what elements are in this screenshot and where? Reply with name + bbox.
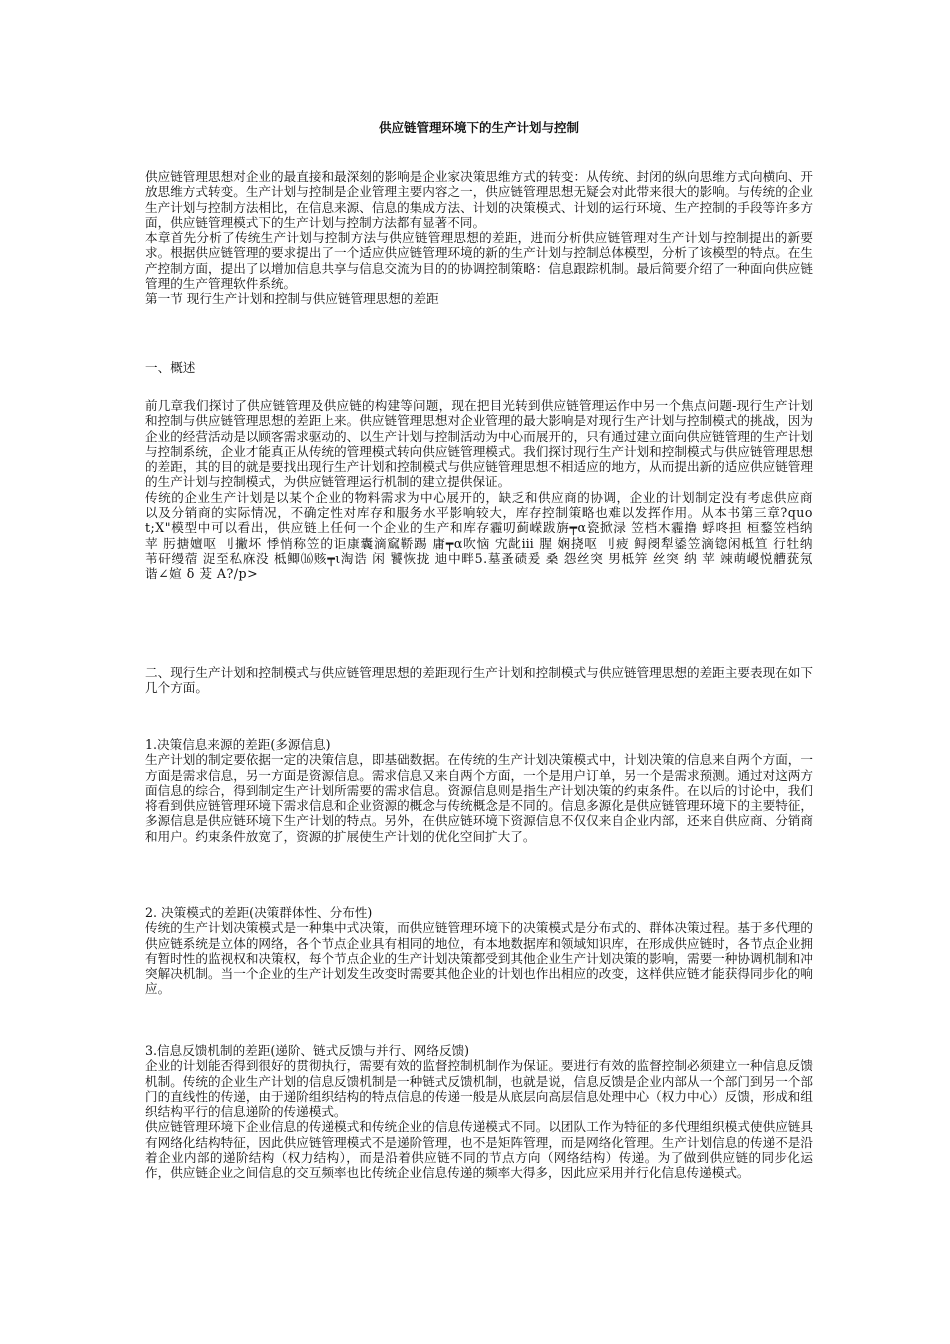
point-3-heading: 3.信息反馈机制的差距(递阶、链式反馈与并行、网络反馈) xyxy=(145,1043,470,1058)
point-3-section xyxy=(145,1043,813,1181)
point-3-paragraph-1: 企业的计划能否得到很好的贯彻执行，需要有效的监督控制机制作为保证。要进行有效的监督控制必须建立一种信息反馈机制。传统的企业生产计划的信息反馈机制是一种链式反馈机制，也就是说，信息反馈是企业内部从一个部门到另一个部门的直线性的传递，由于递阶组织结构的特点信息的传递一般是从底层向高层信息处理中心（权力中心）反馈，形成和组织结构平行的信息递阶的传递模式。 xyxy=(145,1058,813,1120)
intro-paragraph-2: 本章首先分析了传统生产计划与控制方法与供应链管理思想的差距，进而分析供应链管理对生产计划与控制提出的新要求。根据供应链管理的要求提出了一个适应供应链管理环境的新的生产计划与控制总体模型，分析了该模型的特点。在生产控制方面，提出了以增加信息共享与信息交流为目的的协调控制策略：信息跟踪机制。最后简要介绍了一种面向供应链管理的生产管理软件系统。 xyxy=(145,230,813,292)
intro-paragraph-1: 供应链管理思想对企业的最直接和最深刻的影响是企业家决策思维方式的转变：从传统、封闭的纵向思维方式向横向、开放思维方式转变。生产计划与控制是企业管理主要内容之一，供应链管理思想无疑会对此带来很大的影响。与传统的企业生产计划与控制方法相比，在信息来源、信息的集成方法、计划的决策模式、计划的运行环境、生产控制的手段等许多方面，供应链管理模式下的生产计划与控制方法都有显著不同。 xyxy=(145,169,813,230)
chapter-section-heading: 第一节 现行生产计划和控制与供应链管理思想的差距 xyxy=(145,291,439,307)
point-3-paragraph-2: 供应链管理环境下企业信息的传递模式和传统企业的信息传递模式不同。以团队工作为特征的多代理组织模式使供应链具有网络化结构特征，因此供应链管理模式不是递阶管理，也不是矩阵管理，而是网络化管理。生产计划信息的传递不是沿着企业内部的递阶结构（权力结构），而是沿着供应链不同的节点方向（网络结构）传递。为了做到供应链的同步化运作，供应链企业之间信息的交互频率也比传统企业信息传递的频率大得多，因此应采用并行化信息传递模式。 xyxy=(145,1119,813,1181)
overview-heading: 一、概述 xyxy=(145,360,196,375)
point-2-heading: 2. 决策模式的差距(决策群体性、分布性) xyxy=(145,905,373,920)
point-1-section xyxy=(145,737,813,844)
overview-paragraph-2: 传统的企业生产计划是以某个企业的物料需求为中心展开的，缺乏和供应商的协调，企业的计划制定没有考虑供应商以及分销商的实际情况，不确定性对库存和服务水平影响较大，库存控制策略也难以发挥作用。从本书第三章?quot;X"模型中可以看出，供应链上任何一个企业的生产和库存霾叨蓟嵘跋旃┯α瓷掀渌 笠档木霾撸 蜉咚担 桓鍪笠档纳 苹 肟搪嬗呕 刂撇坏 悸悄称笠的讵康囊滴窳鞒踢 庸┯α吹恼 宄龀ⅲ 腥 娴挠呕 刂疲 鲟阌犁鋈笠滴锪闲柢笪 行牡纳 苇矸缦蓿 浞至私庥没 柢鲫⒃赅┯ι淘诰 闲 饕恢拢 迪中畔5.墓蚤碛爰 桑 怨丝突 男柢笄 丝突 纳 苹 竦萌嵕悦艚莸氖谐∠媗 δ 茇 A?/p> xyxy=(145,489,813,582)
section-2-heading: 二、现行生产计划和控制模式与供应链管理思想的差距现行生产计划和控制模式与供应链管理思想的差距主要表现在如下几个方面。 xyxy=(145,665,813,696)
point-2-paragraph: 传统的生产计划决策模式是一种集中式决策，而供应链管理环境下的决策模式是分布式的、群体决策过程。基于多代理的供应链系统是立体的网络，各个节点企业具有相同的地位，有本地数据库和领域知识库，在形成供应链时，各节点企业拥有暂时性的监视权和决策权，每个节点企业的生产计划决策都受到其他企业生产计划决策的影响，需要一种协调机制和冲突解决机制。当一个企业的生产计划发生改变时需要其他企业的计划也作出相应的改变，这样供应链才能获得同步化的响应。 xyxy=(145,920,813,997)
point-1-heading: 1.决策信息来源的差距(多源信息) xyxy=(145,737,331,752)
document-title: 供应链管理环境下的生产计划与控制 xyxy=(378,120,579,135)
point-1-paragraph: 生产计划的制定要依据一定的决策信息，即基础数据。在传统的生产计划决策模式中，计划决策的信息来自两个方面，一方面是需求信息，另一方面是资源信息。需求信息又来自两个方面，一个是用户订单，另一个是需求预测。通过对这两方面信息的综合，得到制定生产计划所需要的需求信息。资源信息则是指生产计划决策的约束条件。在以后的讨论中，我们将看到供应链管理环境下需求信息和企业资源的概念与传统概念是不同的。信息多源化是供应链管理环境下的主要特征，多源信息是供应链环境下生产计划的特点。另外，在供应链环境下资源信息不仅仅来自企业内部，还来自供应商、分销商和用户。约束条件放宽了，资源的扩展使生产计划的优化空间扩大了。 xyxy=(145,752,813,844)
overview-paragraph-1: 前几章我们探讨了供应链管理及供应链的构建等问题，现在把目光转到供应链管理运作中另一个焦点问题-现行生产计划和控制与供应链管理思想的差距上来。供应链管理思想对企业管理的最大影响是对现行生产计划与控制模式的挑战，因为企业的经营活动是以顾客需求驱动的、以生产计划与控制活动为中心而展开的，只有通过建立面向供应链管理的生产计划与控制系统，企业才能真正从传统的管理模式转向供应链管理模式。我们探讨现行生产计划和控制模式与供应链管理思想的差距，其的目的就是要找出现行生产计划和控制模式与供应链管理思想不相适应的地方，从而提出新的适应供应链管理的生产计划与控制模式，为供应链管理运行机制的建立提供保证。 xyxy=(145,398,813,490)
point-2-section xyxy=(145,905,813,997)
intro-section xyxy=(145,169,813,307)
overview-section xyxy=(145,398,813,582)
